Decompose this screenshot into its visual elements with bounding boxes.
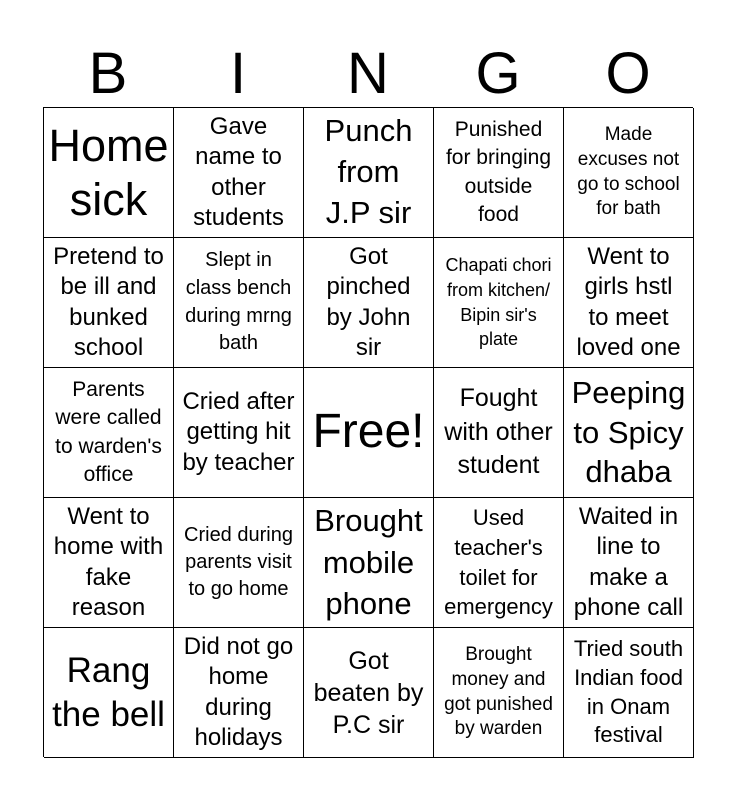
bingo-cell-text: Rang the bell <box>52 650 165 734</box>
bingo-cell-text: Parents were called to warden's office <box>55 377 162 486</box>
bingo-cell-r3c4[interactable] <box>434 368 564 498</box>
bingo-cell-r4c3[interactable] <box>304 498 434 628</box>
bingo-cell-text: Punch from J.P sir <box>324 113 413 230</box>
bingo-cell-text: Home sick <box>48 119 169 225</box>
bingo-cell-r1c4[interactable] <box>434 108 564 238</box>
bingo-cell-text: Got beaten by P.C sir <box>313 646 424 739</box>
bingo-card-grid <box>43 107 693 757</box>
bingo-cell-text: Brought mobile phone <box>314 502 423 622</box>
bingo-cell-r4c4[interactable] <box>434 498 564 628</box>
header-letter-g: G <box>475 41 521 106</box>
bingo-cell-text: Cried during parents visit to go home <box>184 524 293 600</box>
bingo-cell-r2c4[interactable] <box>434 238 564 368</box>
bingo-cell-r2c1[interactable] <box>44 238 174 368</box>
bingo-cell-text: Free! <box>312 405 425 459</box>
bingo-cell-free[interactable] <box>304 368 434 498</box>
bingo-cell-r1c5[interactable] <box>564 108 694 238</box>
bingo-cell-text: Got pinched by John sir <box>326 242 411 361</box>
bingo-cell-r1c3[interactable] <box>304 108 434 238</box>
bingo-cell-r3c2[interactable] <box>174 368 304 498</box>
bingo-cell-r5c2[interactable] <box>174 628 304 758</box>
bingo-cell-text: Pretend to be ill and bunked school <box>53 242 164 361</box>
bingo-cell-text: Peeping to Spicy dhaba <box>571 375 686 490</box>
bingo-cell-r5c5[interactable] <box>564 628 694 758</box>
header-letter-i: I <box>229 41 247 106</box>
bingo-cell-text: Fought with other student <box>444 383 553 480</box>
bingo-cell-text: Did not go home during holidays <box>183 632 294 751</box>
bingo-cell-r5c4[interactable] <box>434 628 564 758</box>
header-letter-b: B <box>88 41 128 106</box>
bingo-cell-r2c2[interactable] <box>174 238 304 368</box>
bingo-cell-r2c5[interactable] <box>564 238 694 368</box>
header-letter-o: O <box>605 41 651 106</box>
bingo-header <box>43 40 693 108</box>
header-letter-n: N <box>347 41 389 106</box>
bingo-cell-r3c1[interactable] <box>44 368 174 498</box>
bingo-cell-text: Brought money and got punished by warden <box>444 644 553 740</box>
bingo-cell-r5c3[interactable] <box>304 628 434 758</box>
bingo-cell-text: Went to home with fake reason <box>53 502 164 621</box>
bingo-cell-r1c1[interactable] <box>44 108 174 238</box>
bingo-cell-r4c2[interactable] <box>174 498 304 628</box>
bingo-cell-text: Slept in class bench during mrng bath <box>185 249 292 355</box>
bingo-cell-text: Punished for bringing outside food <box>445 117 552 226</box>
bingo-cell-r4c1[interactable] <box>44 498 174 628</box>
bingo-cell-r4c5[interactable] <box>564 498 694 628</box>
bingo-cell-text: Used teacher's toilet for emergency <box>444 505 553 620</box>
bingo-cell-text: Made excuses not go to school for bath <box>577 124 680 220</box>
bingo-cell-text: Tried south Indian food in Onam festival <box>573 636 684 748</box>
bingo-cell-r5c1[interactable] <box>44 628 174 758</box>
bingo-cell-text: Gave name to other students <box>193 112 284 231</box>
bingo-cell-r3c5[interactable] <box>564 368 694 498</box>
bingo-cell-text: Cried after getting hit by teacher <box>182 387 295 476</box>
bingo-cell-r2c3[interactable] <box>304 238 434 368</box>
bingo-cell-text: Went to girls hstl to meet loved one <box>576 242 681 361</box>
bingo-cell-r1c2[interactable] <box>174 108 304 238</box>
bingo-cell-text: Waited in line to make a phone call <box>573 502 684 621</box>
bingo-cell-text: Chapati chori from kitchen/ Bipin sir's plate <box>445 254 552 350</box>
